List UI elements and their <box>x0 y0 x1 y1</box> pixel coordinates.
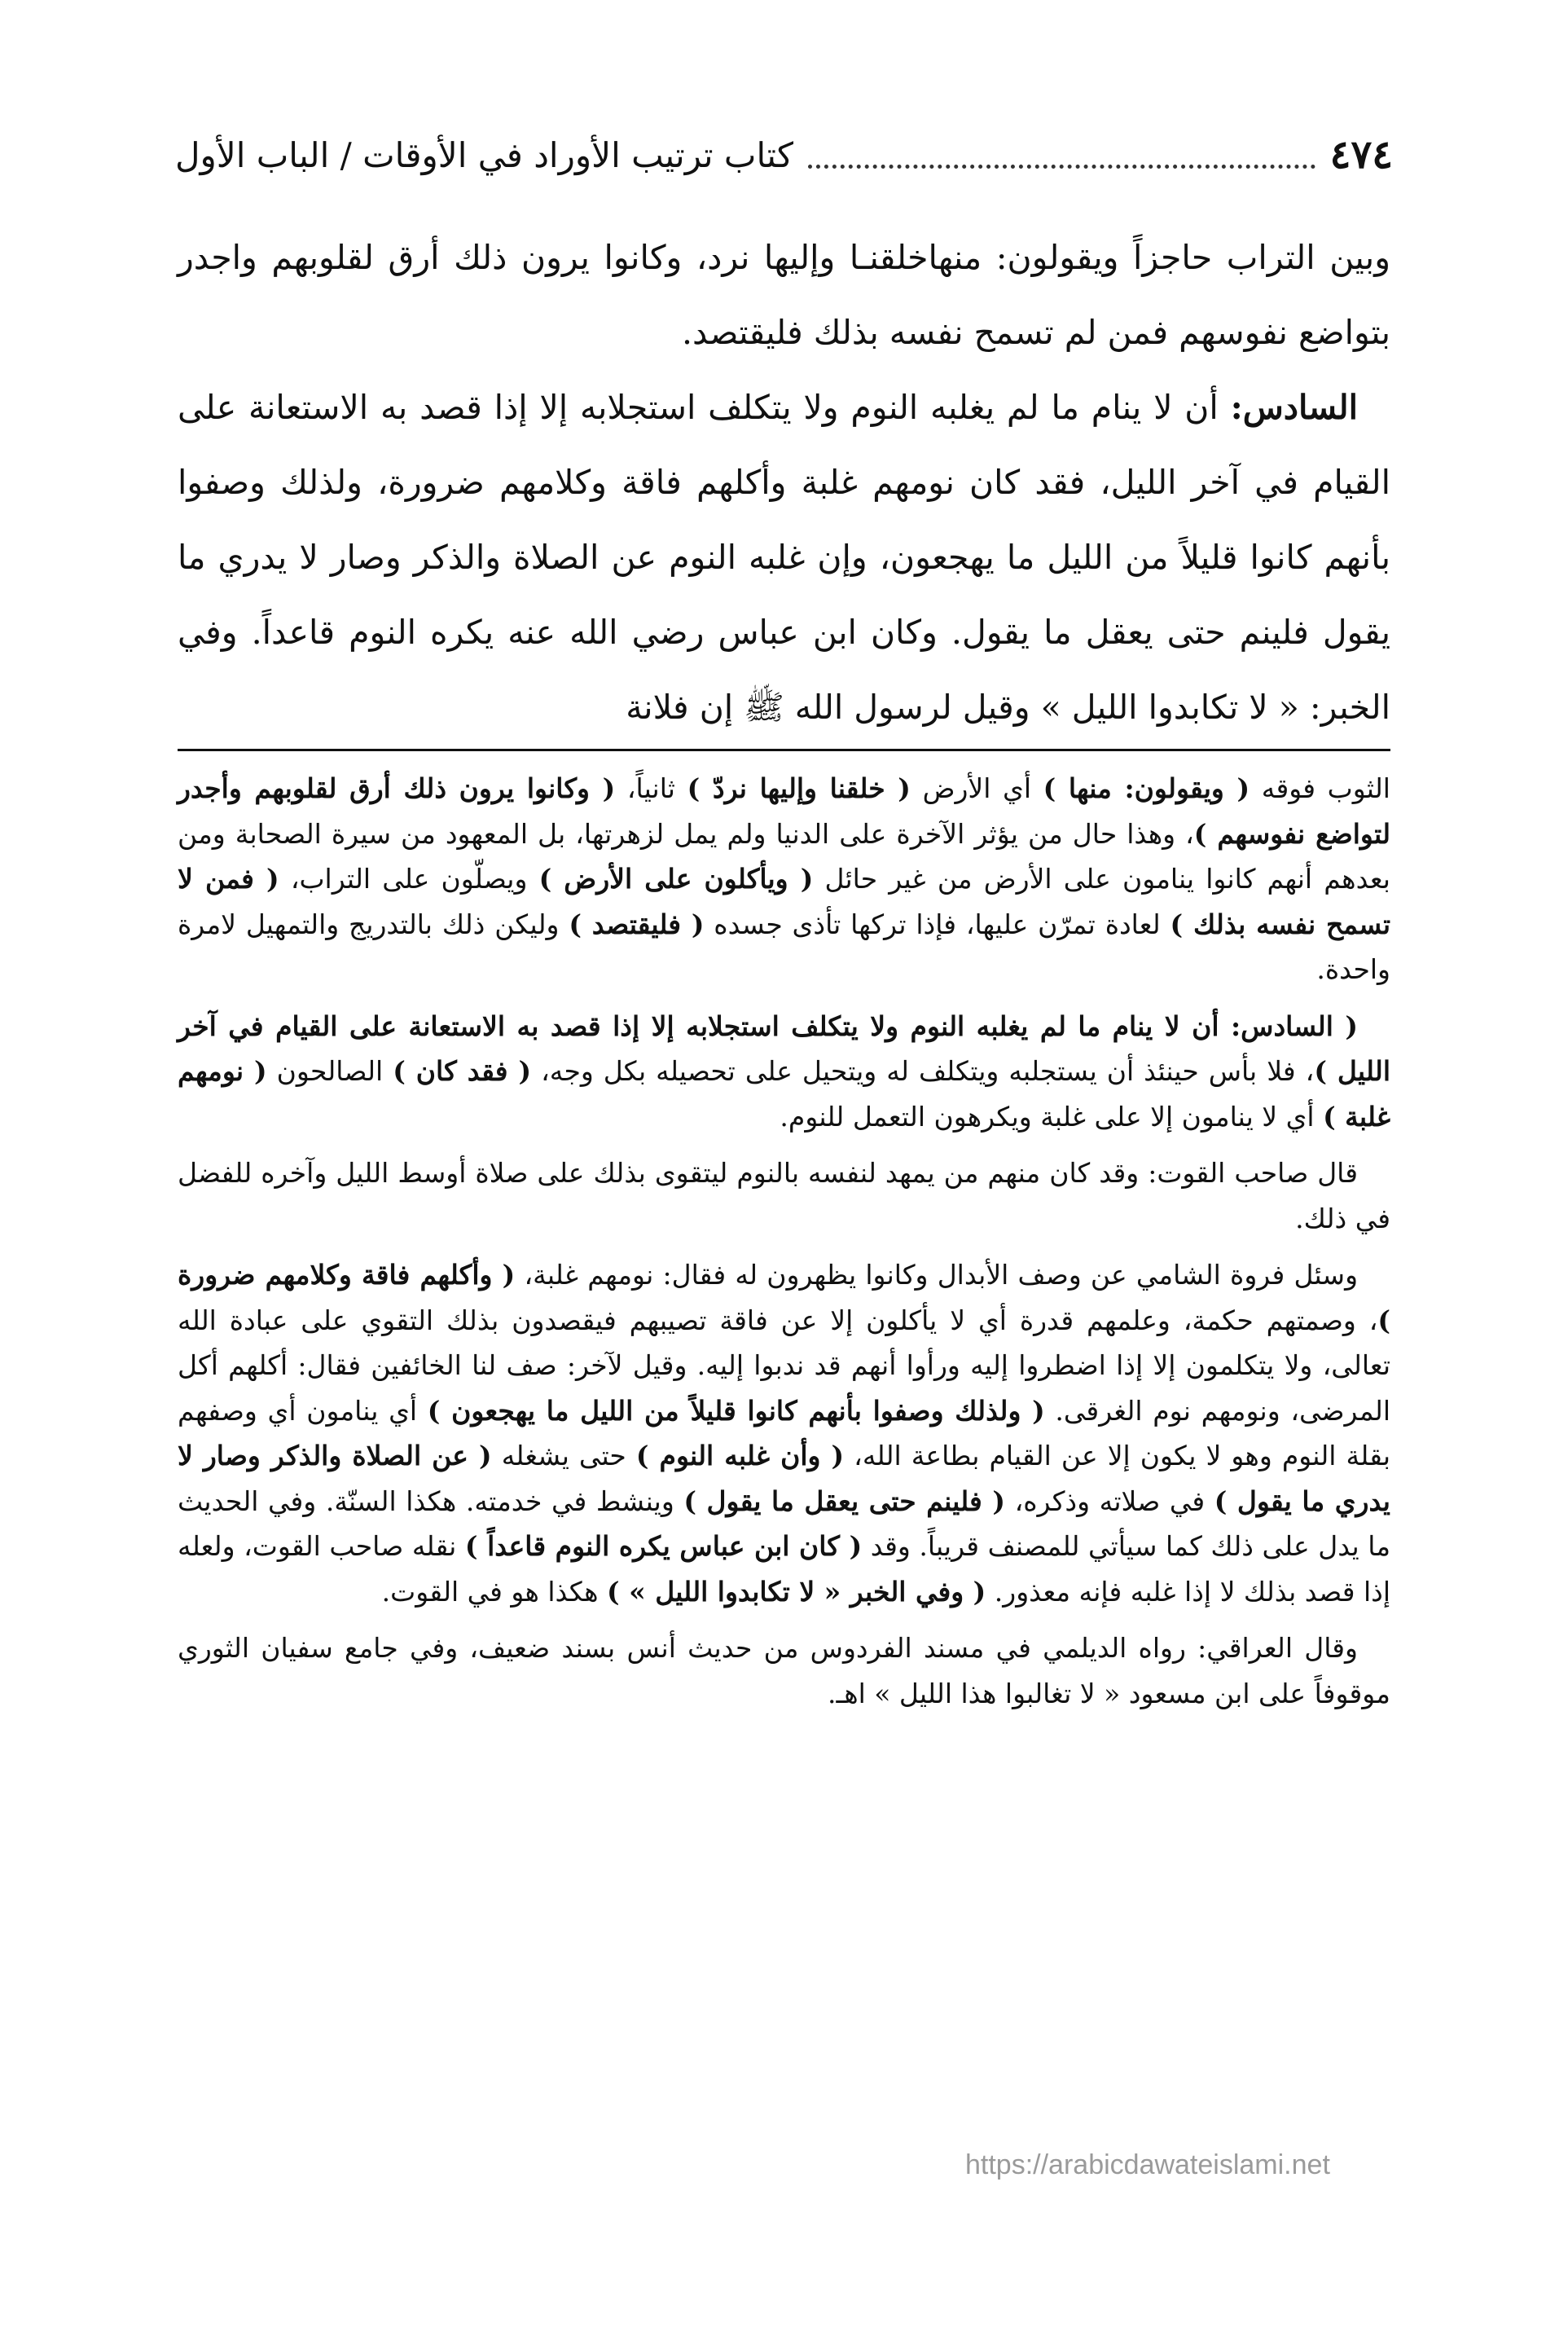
section-heading-sixth: السادس: <box>1230 388 1358 427</box>
commentary-text: ، وصمتهم حكمة، وعلمهم قدرة أي لا يأكلون إلا عن فاقة تصيبهم فيقصدون بذلك التقوي على عبادة الله تعالى، ولا يتكلمون إلا إذا اضطروا إليه ورأوا أنهم قد ندبوا إليه. وقيل لآخر: صف لنا الخائفين فقال: أكلهم أكل المرضى، ونومهم نوم الغرقى. <box>178 1304 1391 1427</box>
commentary-text: وينشط في خدمته. هكذا السنّة. وفي الحديث ما يدل على ذلك كما سيأتي للمصنف قريباً. وقد <box>178 1485 1391 1562</box>
commentary-text: أي ينامون أي وصفهم بقلة النوم وهو لا يكون إلا عن القيام بطاعة الله، <box>178 1394 1391 1471</box>
commentary-text: أي لا ينامون إلا على غلبة ويكرهون التعمل للنوم. <box>780 1100 1324 1133</box>
main-paragraph-2 <box>178 370 1390 745</box>
footnote-separator <box>178 749 1390 751</box>
quoted-matn: ( ويقولون: منها ) <box>1043 772 1250 804</box>
commentary-text: الصالحون <box>266 1055 393 1087</box>
commentary-paragraph-3: قال صاحب القوت: وقد كان منهم من يمهد لنفسه بالنوم ليتقوى بذلك على صلاة أوسط الليل وآخره للفضل في ذلك. <box>178 1157 1390 1234</box>
commentary <box>178 766 1390 1727</box>
commentary-paragraph-4 <box>178 1252 1390 1614</box>
watermark-url: https://arabicdawateislami.net <box>965 2149 1330 2180</box>
quoted-matn: ( فلينم حتى يعقل ما يقول ) <box>683 1485 1005 1517</box>
quoted-matn: ( فليقتصد ) <box>569 908 705 940</box>
commentary-paragraph-5: وقال العراقي: رواه الديلمي في مسند الفردوس من حديث أنس بسند ضعيف، وفي جامع سفيان الثوري موقوفاً على ابن مسعود « لا تغالبوا هذا الليل » اهـ. <box>178 1632 1390 1709</box>
commentary-text: ثانياً، <box>615 772 687 804</box>
header-dot-leader <box>808 165 1315 169</box>
commentary-text: هكذا هو في القوت. <box>381 1575 607 1608</box>
commentary-text: نقله صاحب القوت، ولعله إذا قصد بذلك لا إذا غلبه فإنه معذور. <box>178 1530 1390 1608</box>
commentary-text: وسئل فروة الشامي عن وصف الأبدال وكانوا يظهرون له فقال: نومهم غلبة، <box>515 1259 1358 1291</box>
quoted-matn: ( فمن لا تسمح نفسه بذلك ) <box>178 863 1390 940</box>
quoted-matn: ( وأكلهم فاقة وكلامهم ضرورة ) <box>178 1259 1390 1336</box>
main-paragraph-1: وبين التراب حاجزاً ويقولون: منهاخلقنـا وإليها نرد، وكانوا يرون ذلك أرق لقلوبهم واجدر بتواضع نفوسهم فمن لم تسمح نفسه بذلك فليقتصد. <box>178 238 1390 352</box>
main-text <box>178 220 1390 745</box>
page-number: ٤٧٤ <box>1329 132 1393 178</box>
quoted-matn: ( السادس: أن لا ينام ما لم يغلبه النوم ولا يتكلف استجلابه إلا إذا قصد به الاستعانة على القيام في آخر الليل ) <box>178 1010 1391 1087</box>
quoted-matn: ( خلقنا وإليها نردّ ) <box>687 772 911 804</box>
commentary-text: ، فلا بأس حينئذ أن يستجلبه ويتكلف له ويتحيل على تحصيله بكل وجه، <box>531 1055 1315 1087</box>
running-title: كتاب ترتيب الأوراد في الأوقات / الباب الأول <box>175 134 793 175</box>
quoted-matn: ( وفي الخبر « لا تكابدوا الليل » ) <box>606 1575 986 1608</box>
commentary-text: حتى يشغله <box>491 1440 636 1471</box>
commentary-text: أي الأرض <box>910 772 1043 804</box>
commentary-paragraph-2 <box>178 1004 1390 1140</box>
commentary-text: في صلاته وذكره، <box>1004 1485 1214 1517</box>
quoted-matn: ( ويأكلون على الأرض ) <box>538 863 814 895</box>
commentary-text: الثوب فوقه <box>1250 772 1390 804</box>
main-paragraph-2-text: أن لا ينام ما لم يغلبه النوم ولا يتكلف استجلابه إلا إذا قصد به الاستعانة على القيام في آخر الليل، فقد كان نومهم غلبة وأكلهم فاقة وكلامهم ضرورة، ولذلك وصفوا بأنهم كانوا قليلاً من الليل ما يهجعون، وإن غلبه النوم عن الصلاة والذكر وصار لا يدري ما يقول فلينم حتى يعقل ما يقول. وكان ابن عباس رضي الله عنه يكره النوم قاعداً. وفي الخبر: « لا تكابدوا الليل » وقيل لرسول الله ﷺ إن فلانة <box>178 388 1390 727</box>
quoted-matn: ( عن الصلاة والذكر وصار لا يدري ما يقول ) <box>178 1440 1390 1517</box>
quoted-matn: ( نومهم غلبة ) <box>178 1055 1390 1133</box>
quoted-matn: ( كان ابن عباس يكره النوم قاعداً ) <box>464 1530 863 1562</box>
quoted-matn: ( فقد كان ) <box>393 1055 532 1087</box>
running-head <box>175 122 1393 187</box>
commentary-text: ، وهذا حال من يؤثر الآخرة على الدنيا ولم يمل لزهرتها، بل المعهود من سيرة الصحابة ومن بعدهم أنهم كانوا ينامون على الأرض من غير حائل <box>178 817 1390 895</box>
quoted-matn: ( وأن غلبه النوم ) <box>635 1440 845 1471</box>
commentary-text: ويصلّون على التراب، <box>279 863 539 895</box>
quoted-matn: ( ولذلك وصفوا بأنهم كانوا قليلاً من الليل ما يهجعون ) <box>427 1394 1045 1427</box>
commentary-text: لعادة تمرّن عليها، فإذا تركها تأذى جسده <box>704 908 1171 940</box>
quoted-matn: ( وكانوا يرون ذلك أرق لقلوبهم وأجدر لتواضع نفوسهم ) <box>178 772 1390 850</box>
commentary-text: وليكن ذلك بالتدريج والتمهيل لامرة واحدة. <box>178 908 1390 985</box>
commentary-paragraph-1 <box>178 766 1390 992</box>
